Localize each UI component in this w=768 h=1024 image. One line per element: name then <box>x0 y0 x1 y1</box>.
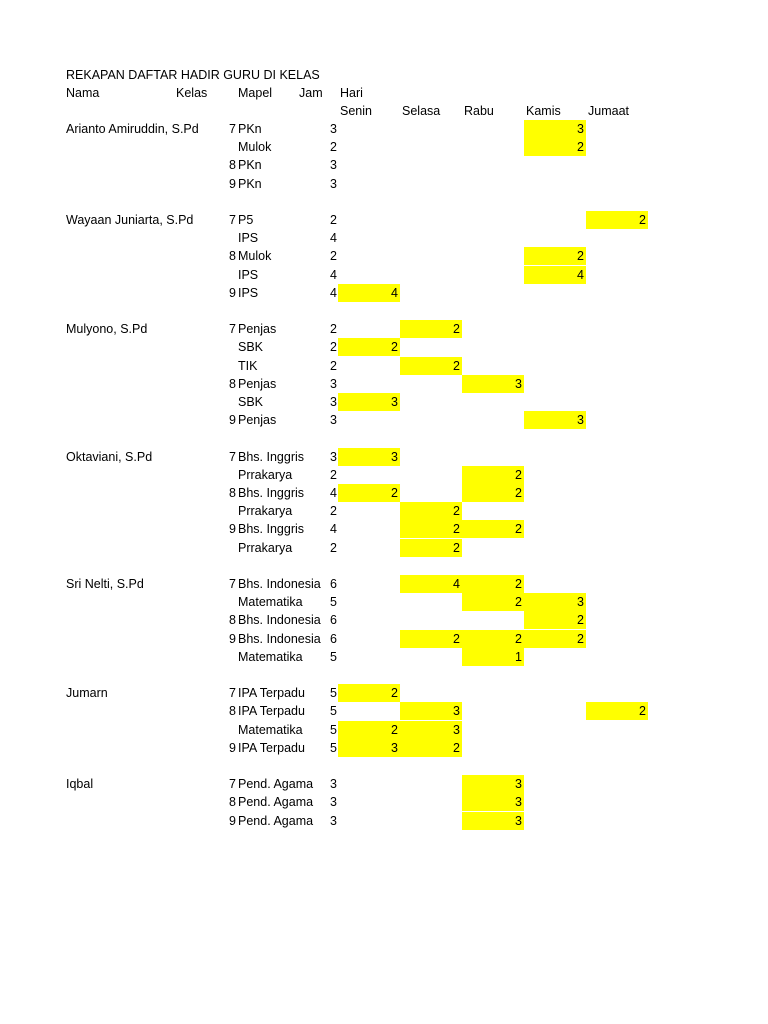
teacher-name: Oktaviani, S.Pd <box>66 450 153 464</box>
hours-value: 3 <box>330 814 337 828</box>
header-mapel: Mapel <box>238 86 273 100</box>
class-number: 7 <box>229 213 236 227</box>
subject-name: P5 <box>238 213 254 227</box>
hours-value: 6 <box>330 613 337 627</box>
hours-value: 3 <box>330 450 337 464</box>
day-cell-rabu: 1 <box>462 648 524 666</box>
day-cell-kamis: 2 <box>524 611 586 629</box>
hours-value: 3 <box>330 395 337 409</box>
day-cell-selasa: 2 <box>400 520 462 538</box>
day-cell-rabu: 2 <box>462 630 524 648</box>
hours-value: 5 <box>330 704 337 718</box>
day-header-rabu: Rabu <box>464 104 494 118</box>
day-cell-kamis: 2 <box>524 630 586 648</box>
subject-name: Bhs. Inggris <box>238 450 305 464</box>
hours-value: 2 <box>330 359 337 373</box>
hours-value: 3 <box>330 177 337 191</box>
subject-name: IPS <box>238 286 259 300</box>
subject-name: Pend. Agama <box>238 795 314 809</box>
day-cell-kamis: 2 <box>524 247 586 265</box>
subject-name: Bhs. Indonesia <box>238 613 321 627</box>
class-number: 9 <box>229 413 236 427</box>
hours-value: 4 <box>330 486 337 500</box>
subject-name: IPS <box>238 231 259 245</box>
subject-name: Pend. Agama <box>238 777 314 791</box>
day-header-selasa: Selasa <box>402 104 441 118</box>
hours-value: 4 <box>330 231 337 245</box>
day-cell-rabu: 2 <box>462 575 524 593</box>
hours-value: 3 <box>330 795 337 809</box>
hours-value: 2 <box>330 249 337 263</box>
class-number: 7 <box>229 686 236 700</box>
class-number: 9 <box>229 814 236 828</box>
hours-value: 5 <box>330 723 337 737</box>
subject-name: Bhs. Inggris <box>238 522 305 536</box>
class-number: 7 <box>229 322 236 336</box>
subject-name: SBK <box>238 340 264 354</box>
day-cell-kamis: 4 <box>524 266 586 284</box>
class-number: 9 <box>229 741 236 755</box>
day-cell-rabu: 3 <box>462 775 524 793</box>
day-header-jumaat: Jumaat <box>588 104 629 118</box>
class-number: 9 <box>229 177 236 191</box>
day-cell-rabu: 2 <box>462 593 524 611</box>
subject-name: Penjas <box>238 413 277 427</box>
hours-value: 2 <box>330 504 337 518</box>
day-cell-jumaat: 2 <box>586 211 648 229</box>
day-cell-selasa: 2 <box>400 320 462 338</box>
class-number: 9 <box>229 522 236 536</box>
subject-name: Matematika <box>238 650 303 664</box>
class-number: 8 <box>229 249 236 263</box>
day-cell-rabu: 2 <box>462 466 524 484</box>
class-number: 9 <box>229 632 236 646</box>
subject-name: Bhs. Indonesia <box>238 577 321 591</box>
subject-name: Prrakarya <box>238 468 293 482</box>
subject-name: IPA Terpadu <box>238 741 305 755</box>
day-cell-rabu: 3 <box>462 793 524 811</box>
subject-name: PKn <box>238 122 262 136</box>
hours-value: 4 <box>330 522 337 536</box>
subject-name: Pend. Agama <box>238 814 314 828</box>
day-cell-selasa: 2 <box>400 539 462 557</box>
class-number: 8 <box>229 486 236 500</box>
day-cell-kamis: 3 <box>524 593 586 611</box>
class-number: 8 <box>229 158 236 172</box>
hours-value: 2 <box>330 322 337 336</box>
day-cell-rabu: 2 <box>462 484 524 502</box>
day-cell-selasa: 4 <box>400 575 462 593</box>
subject-name: Mulok <box>238 140 272 154</box>
day-cell-selasa: 2 <box>400 630 462 648</box>
day-cell-senin: 2 <box>338 484 400 502</box>
day-cell-senin: 2 <box>338 684 400 702</box>
hours-value: 2 <box>330 468 337 482</box>
hours-value: 4 <box>330 268 337 282</box>
hours-value: 3 <box>330 777 337 791</box>
day-cell-rabu: 2 <box>462 520 524 538</box>
subject-name: IPS <box>238 268 259 282</box>
subject-name: SBK <box>238 395 264 409</box>
hours-value: 3 <box>330 158 337 172</box>
header-hari: Hari <box>340 86 363 100</box>
teacher-name: Mulyono, S.Pd <box>66 322 148 336</box>
class-number: 7 <box>229 577 236 591</box>
day-cell-selasa: 2 <box>400 739 462 757</box>
subject-name: IPA Terpadu <box>238 704 305 718</box>
subject-name: PKn <box>238 177 262 191</box>
teacher-name: Wayaan Juniarta, S.Pd <box>66 213 194 227</box>
day-cell-senin: 2 <box>338 338 400 356</box>
header-kelas: Kelas <box>176 86 208 100</box>
hours-value: 2 <box>330 213 337 227</box>
day-cell-kamis: 3 <box>524 120 586 138</box>
day-cell-kamis: 2 <box>524 138 586 156</box>
header-jam: Jam <box>299 86 323 100</box>
class-number: 8 <box>229 795 236 809</box>
day-cell-senin: 3 <box>338 739 400 757</box>
day-cell-selasa: 3 <box>400 721 462 739</box>
subject-name: Matematika <box>238 595 303 609</box>
sheet-title: REKAPAN DAFTAR HADIR GURU DI KELAS <box>66 68 320 82</box>
hours-value: 5 <box>330 686 337 700</box>
subject-name: Mulok <box>238 249 272 263</box>
day-cell-kamis: 3 <box>524 411 586 429</box>
subject-name: Bhs. Indonesia <box>238 632 321 646</box>
teacher-name: Arianto Amiruddin, S.Pd <box>66 122 199 136</box>
day-cell-senin: 4 <box>338 284 400 302</box>
subject-name: IPA Terpadu <box>238 686 305 700</box>
day-cell-selasa: 2 <box>400 357 462 375</box>
class-number: 7 <box>229 777 236 791</box>
hours-value: 2 <box>330 340 337 354</box>
class-number: 7 <box>229 450 236 464</box>
hours-value: 3 <box>330 122 337 136</box>
hours-value: 5 <box>330 650 337 664</box>
day-cell-rabu: 3 <box>462 812 524 830</box>
hours-value: 5 <box>330 741 337 755</box>
day-cell-senin: 3 <box>338 393 400 411</box>
day-header-kamis: Kamis <box>526 104 561 118</box>
day-cell-senin: 3 <box>338 448 400 466</box>
class-number: 7 <box>229 122 236 136</box>
class-number: 9 <box>229 286 236 300</box>
hours-value: 3 <box>330 377 337 391</box>
header-nama: Nama <box>66 86 100 100</box>
class-number: 8 <box>229 613 236 627</box>
day-cell-selasa: 3 <box>400 702 462 720</box>
class-number: 8 <box>229 377 236 391</box>
subject-name: Prrakarya <box>238 541 293 555</box>
hours-value: 2 <box>330 541 337 555</box>
day-cell-selasa: 2 <box>400 502 462 520</box>
teacher-name: Sri Nelti, S.Pd <box>66 577 144 591</box>
subject-name: Prrakarya <box>238 504 293 518</box>
day-cell-jumaat: 2 <box>586 702 648 720</box>
subject-name: Matematika <box>238 723 303 737</box>
hours-value: 6 <box>330 632 337 646</box>
hours-value: 2 <box>330 140 337 154</box>
subject-name: PKn <box>238 158 262 172</box>
subject-name: Penjas <box>238 322 277 336</box>
day-cell-rabu: 3 <box>462 375 524 393</box>
class-number: 8 <box>229 704 236 718</box>
subject-name: Penjas <box>238 377 277 391</box>
hours-value: 6 <box>330 577 337 591</box>
teacher-name: Jumarn <box>66 686 108 700</box>
hours-value: 4 <box>330 286 337 300</box>
hours-value: 3 <box>330 413 337 427</box>
teacher-name: Iqbal <box>66 777 94 791</box>
day-cell-senin: 2 <box>338 721 400 739</box>
subject-name: Bhs. Inggris <box>238 486 305 500</box>
day-header-senin: Senin <box>340 104 372 118</box>
subject-name: TIK <box>238 359 258 373</box>
hours-value: 5 <box>330 595 337 609</box>
